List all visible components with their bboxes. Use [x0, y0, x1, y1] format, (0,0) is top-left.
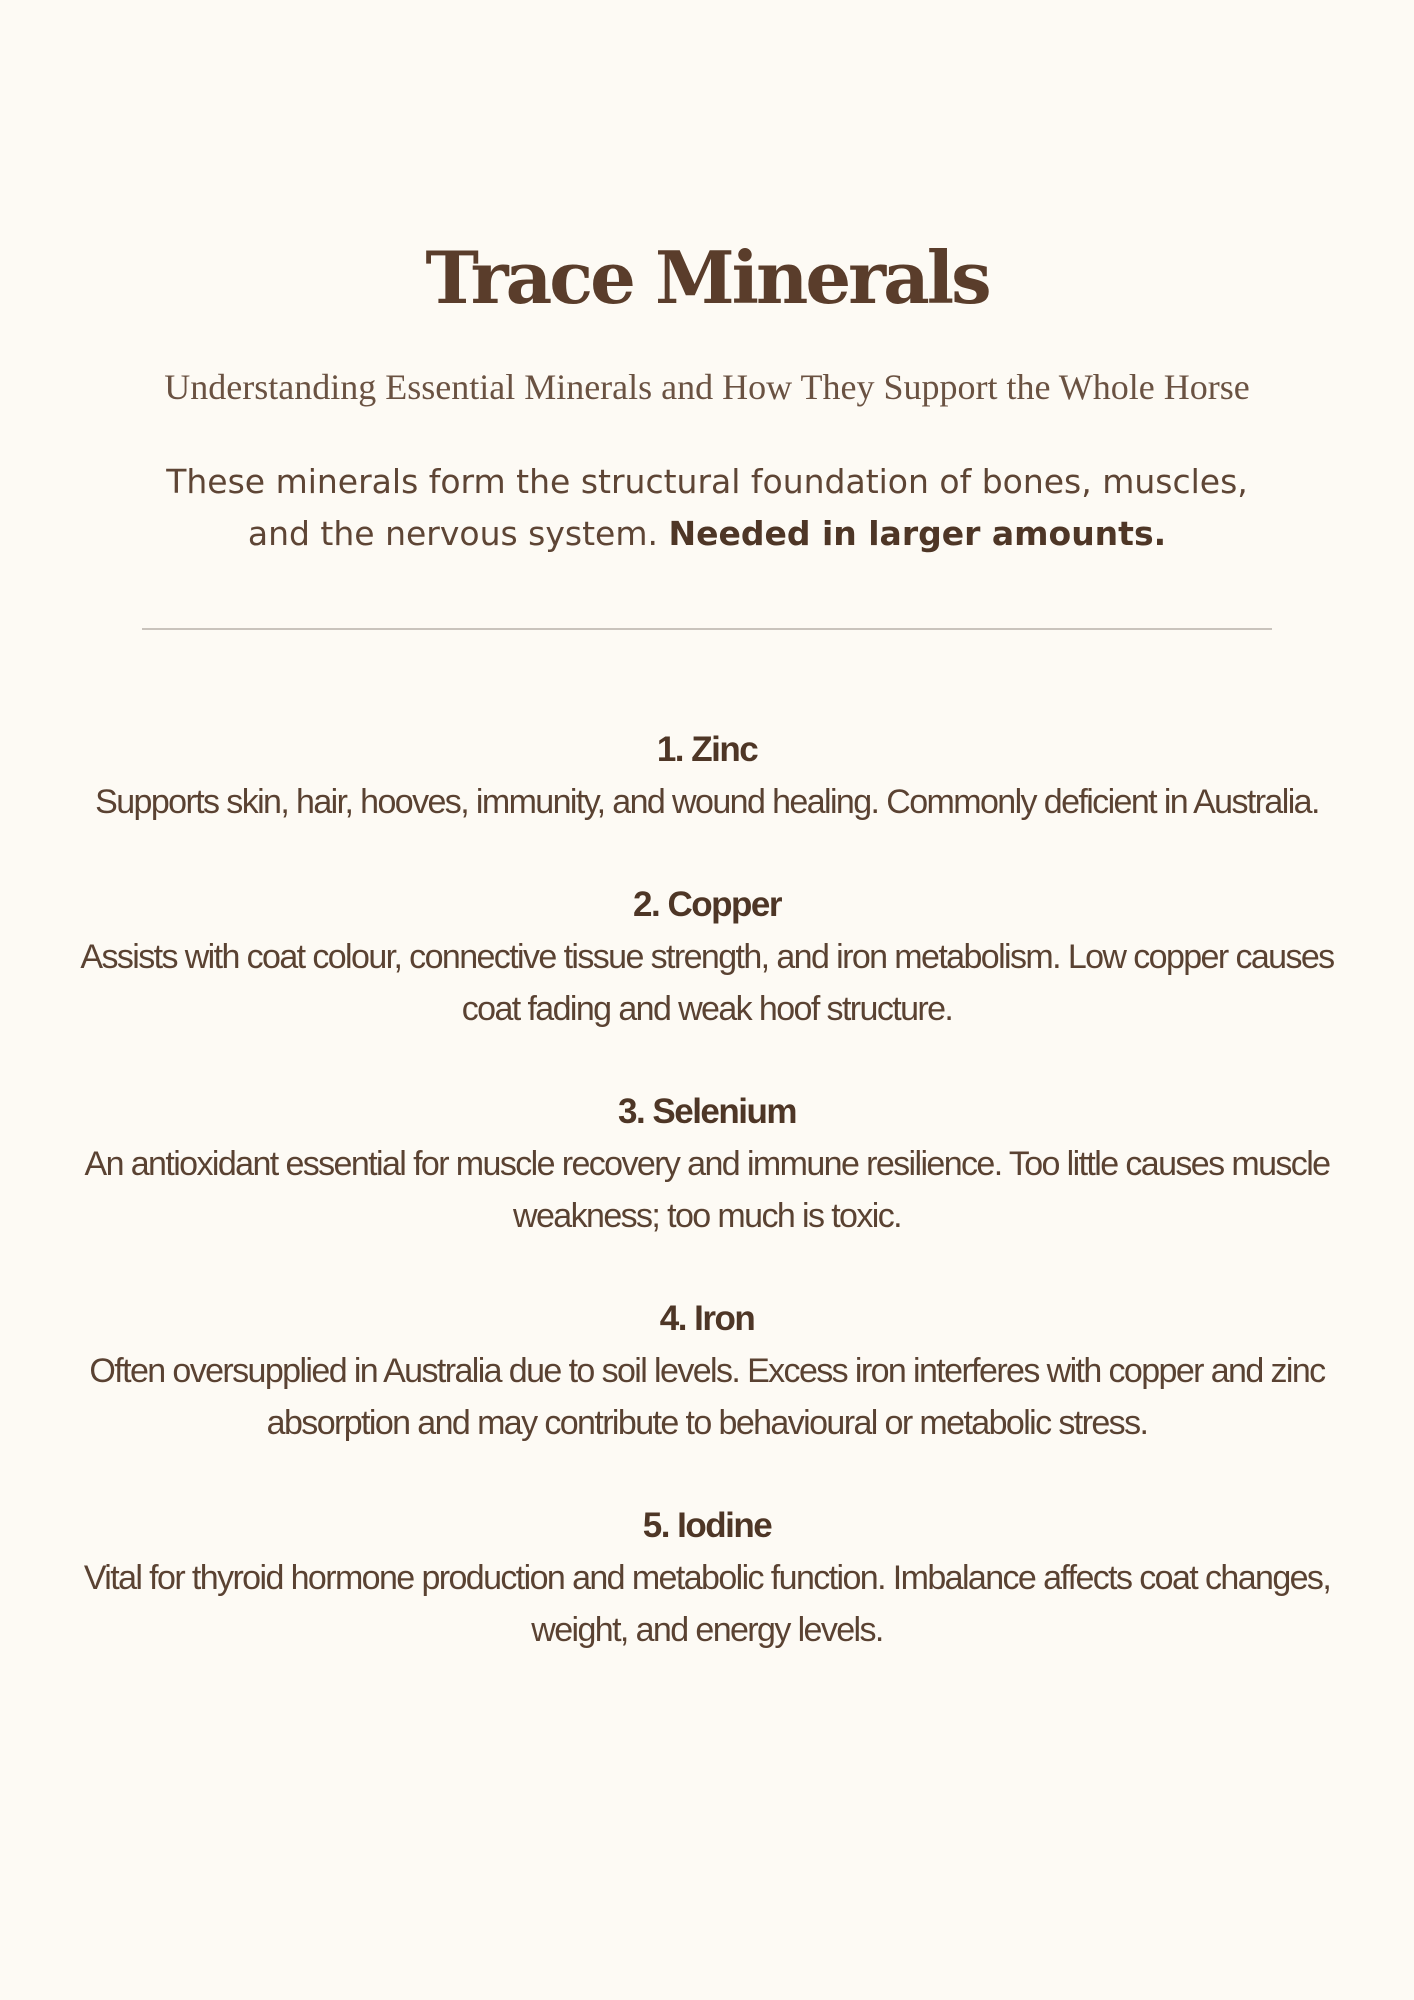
- mineral-item-copper: [70, 879, 1344, 1035]
- mineral-description: Vital for thyroid hormone production and metabolic function. Imbalance affects coat changes, weight, and energy levels.: [83, 1559, 1331, 1649]
- mineral-heading: 4. Iron: [659, 1299, 755, 1338]
- page-title: Trace Minerals: [425, 235, 989, 320]
- mineral-item-iron: [70, 1293, 1344, 1449]
- intro-text: These minerals form the structural foundation of bones, muscles, and the nervous system.: [166, 462, 1248, 553]
- mineral-description: Often oversupplied in Australia due to soil levels. Excess iron interferes with copper and zinc absorption and may contribute to behavioural or metabolic stress.: [89, 1352, 1325, 1442]
- intro-paragraph: [140, 456, 1274, 560]
- mineral-heading: 3. Selenium: [617, 1092, 797, 1131]
- mineral-heading: 2. Copper: [633, 885, 781, 924]
- mineral-description: Supports skin, hair, hooves, immunity, and wound healing. Commonly deficient in Australia.: [95, 783, 1319, 821]
- mineral-description: An antioxidant essential for muscle recovery and immune resilience. Too little causes muscle weakness; too much is toxic.: [84, 1145, 1330, 1235]
- mineral-list: [70, 724, 1344, 1707]
- page-subtitle: Understanding Essential Minerals and How They Support the Whole Horse: [164, 367, 1250, 407]
- mineral-description: Assists with coat colour, connective tissue strength, and iron metabolism. Low copper causes coat fading and weak hoof structure.: [80, 938, 1334, 1028]
- section-divider: [142, 628, 1272, 630]
- intro-emphasis: Needed in larger amounts.: [668, 514, 1167, 553]
- mineral-heading: 5. Iodine: [642, 1506, 772, 1545]
- mineral-item-iodine: [70, 1500, 1344, 1656]
- mineral-heading: 1. Zinc: [656, 730, 758, 769]
- mineral-item-zinc: [70, 724, 1344, 828]
- mineral-item-selenium: [70, 1086, 1344, 1242]
